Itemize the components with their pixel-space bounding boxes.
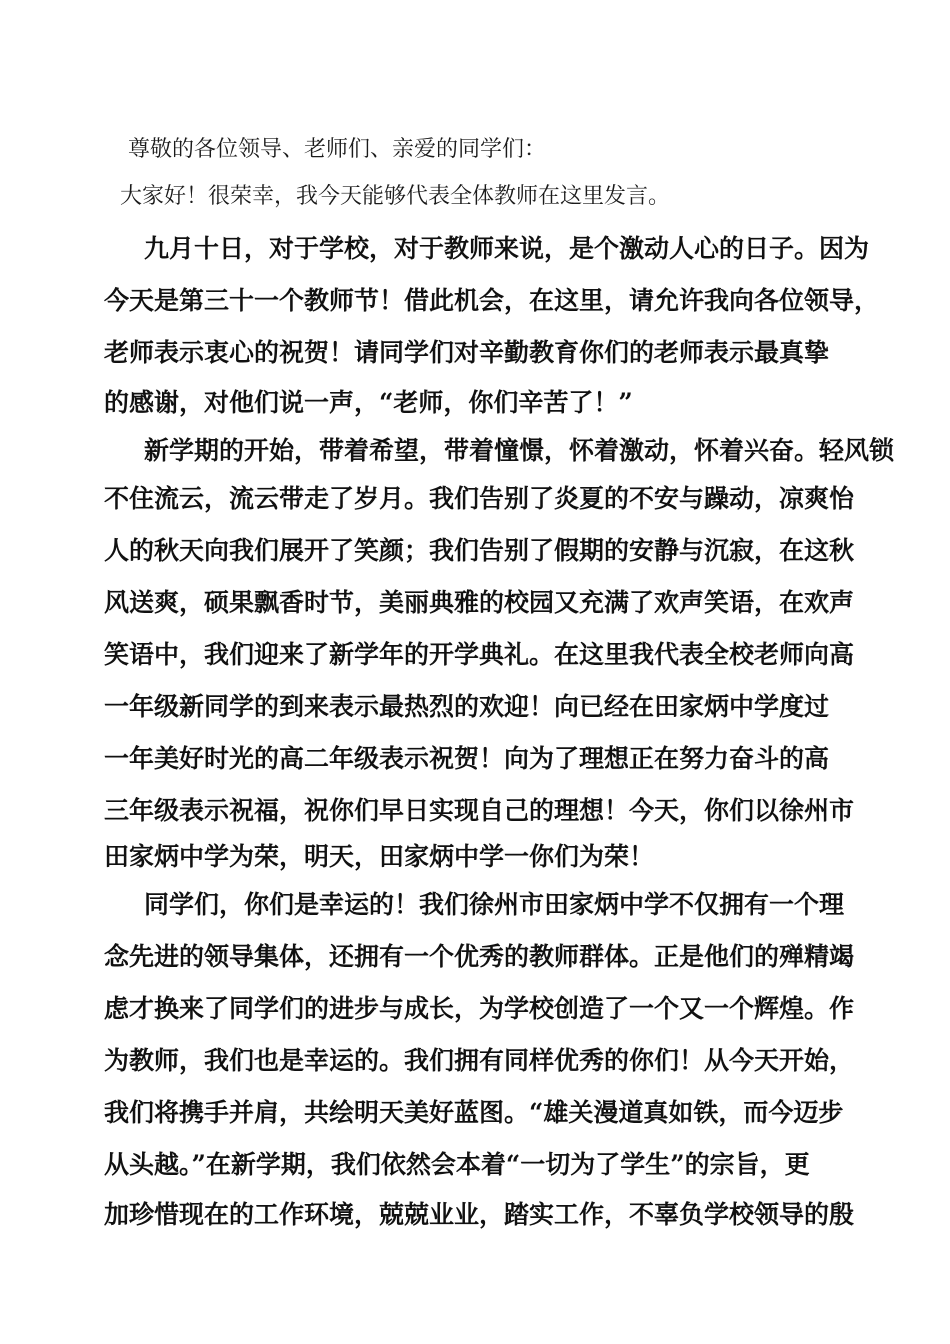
paragraph-2-line-1: 新学期的开始，带着希望，带着憧憬，怀着激动，怀着兴奋。轻风锁: [144, 436, 895, 465]
paragraph-2-line-9: 田家炳中学为荣，明天，田家炳中学一你们为荣！: [104, 842, 655, 871]
paragraph-3-line-2: 念先进的领导集体，还拥有一个优秀的教师群体。正是他们的殚精竭: [104, 942, 855, 971]
paragraph-3-line-4: 为教师，我们也是幸运的。我们拥有同样优秀的你们！从今天开始，: [104, 1046, 855, 1075]
paragraph-3-line-3: 虑才换来了同学们的进步与成长，为学校创造了一个又一个辉煌。作: [104, 994, 855, 1023]
paragraph-2-line-4: 风送爽，硕果飘香时节，美丽典雅的校园又充满了欢声笑语，在欢声: [104, 588, 855, 617]
paragraph-2-line-2: 不住流云，流云带走了岁月。我们告别了炎夏的不安与躁动，凉爽怡: [104, 484, 855, 513]
paragraph-3-line-7: 加珍惜现在的工作环境，兢兢业业，踏实工作，不辜负学校领导的殷: [104, 1200, 855, 1229]
paragraph-2-line-5: 笑语中，我们迎来了新学年的开学典礼。在这里我代表全校老师向高: [104, 640, 855, 669]
paragraph-1-line-4: 的感谢，对他们说一声，“老师，你们辛苦了！”: [104, 388, 633, 417]
paragraph-1-line-1: 九月十日，对于学校，对于教师来说，是个激动人心的日子。因为: [144, 234, 870, 263]
paragraph-2-line-8: 三年级表示祝福，祝你们早日实现自己的理想！今天，你们以徐州市: [104, 796, 855, 825]
paragraph-2-line-3: 人的秋天向我们展开了笑颜；我们告别了假期的安静与沉寂，在这秋: [104, 536, 855, 565]
paragraph-3-line-5: 我们将携手并肩，共绘明天美好蓝图。“雄关漫道真如铁，而今迈步: [104, 1098, 844, 1127]
paragraph-3-line-6: 从头越。”在新学期，我们依然会本着“一切为了学生”的宗旨，更: [104, 1150, 810, 1179]
greeting-line: 大家好！很荣幸，我今天能够代表全体教师在这里发言。: [120, 184, 671, 209]
paragraph-2-line-6: 一年级新同学的到来表示最热烈的欢迎！向已经在田家炳中学度过: [104, 692, 830, 721]
paragraph-1-line-2: 今天是第三十一个教师节！借此机会，在这里，请允许我向各位领导，: [104, 286, 880, 315]
paragraph-1-line-3: 老师表示衷心的祝贺！请同学们对辛勤教育你们的老师表示最真挚: [104, 338, 830, 367]
salutation-line: 尊敬的各位领导、老师们、亲爱的同学们：: [128, 137, 547, 162]
paragraph-2-line-7: 一年美好时光的高二年级表示祝贺！向为了理想正在努力奋斗的高: [104, 744, 830, 773]
paragraph-3-line-1: 同学们，你们是幸运的！我们徐州市田家炳中学不仅拥有一个理: [144, 890, 845, 919]
